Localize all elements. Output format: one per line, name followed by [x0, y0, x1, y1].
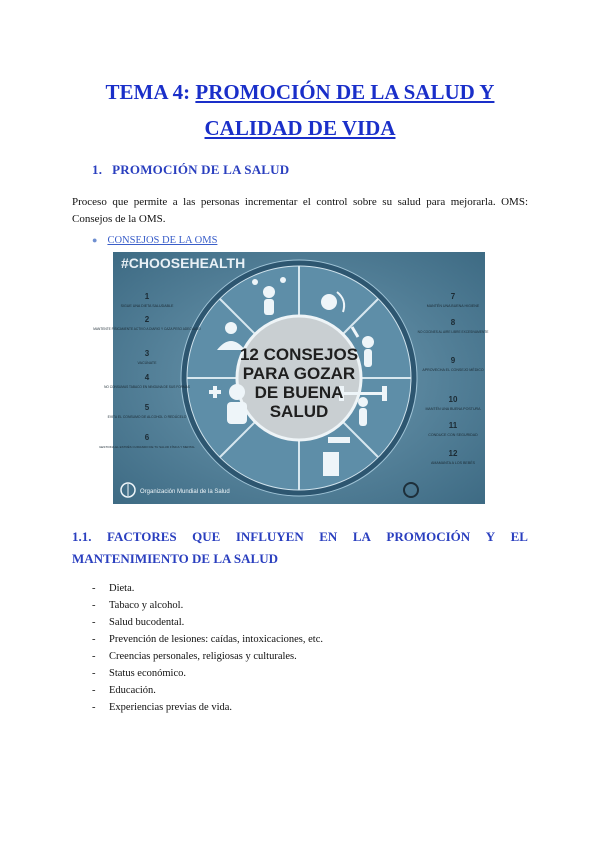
svg-text:6: 6	[144, 433, 150, 442]
svg-text:1: 1	[144, 292, 150, 301]
list-item: - Status económico.	[92, 665, 323, 682]
svg-text:8: 8	[450, 318, 456, 327]
svg-text:MANTÉN UNA BUENA POSTURA: MANTÉN UNA BUENA POSTURA	[425, 407, 481, 411]
hashtag-text: #CHOOSEHEALTH	[121, 255, 246, 271]
svg-text:11: 11	[448, 421, 458, 430]
svg-text:AMAMANTA A LOS BEBÉS: AMAMANTA A LOS BEBÉS	[430, 461, 476, 465]
section2-heading	[72, 526, 528, 570]
bullet-dot-icon: ●	[92, 235, 98, 245]
center-line-4: SALUD	[269, 402, 329, 421]
page-title	[0, 74, 600, 146]
svg-text:9: 9	[450, 356, 456, 365]
svg-text:GESTIONA EL ESTRÉS CUIDANDO DE: GESTIONA EL ESTRÉS CUIDANDO DE TU SALUD FÍSICA Y MENTAL	[99, 445, 195, 449]
svg-text:7: 7	[450, 292, 456, 301]
section1-number: 1.	[92, 162, 103, 177]
svg-text:5: 5	[144, 403, 150, 412]
svg-text:NO CONSUMAS TABACO EN NINGUNA: NO CONSUMAS TABACO EN NINGUNA DE SUS FORMAS	[104, 385, 190, 389]
svg-text:EVITA EL CONSUMO DE ALCOHOL O: EVITA EL CONSUMO DE ALCOHOL O REDÚCELO	[107, 415, 187, 419]
title-line2: CALIDAD DE VIDA	[204, 116, 396, 140]
svg-text:APROVECHA EL CONSEJO MÉDICO: APROVECHA EL CONSEJO MÉDICO	[422, 368, 484, 372]
section2-number: 1.1.	[72, 529, 92, 544]
list-item: - Salud bucodental.	[92, 614, 323, 631]
svg-text:12: 12	[448, 449, 458, 458]
list-item: - Dieta.	[92, 580, 323, 597]
list-item: - Creencias personales, religiosas y culturales.	[92, 648, 323, 665]
svg-text:10: 10	[448, 395, 458, 404]
center-line-1: 12 CONSEJOS	[239, 345, 359, 364]
who-infographic	[93, 252, 489, 504]
section1-paragraph: Proceso que permite a las personas incrementar el control sobre su salud para mejorarla. OMS: Consejos de la OMS.	[72, 196, 528, 225]
section2-heading-line1: 1.1. FACTORES QUE INFLUYEN EN LA PROMOCIÓN Y EL	[72, 526, 528, 548]
center-line-2: PARA GOZAR	[242, 364, 356, 383]
title-line1: PROMOCIÓN DE LA SALUD Y	[195, 80, 495, 104]
svg-text:MANTENTE FÍSICAMENTE ACTIVO A: MANTENTE FÍSICAMENTE ACTIVO A DIARIO Y CAZA PESO ADECUADO	[93, 327, 201, 331]
svg-text:CONDUCE CON SEGURIDAD: CONDUCE CON SEGURIDAD	[428, 433, 478, 437]
title-prefix: TEMA 4:	[105, 80, 196, 104]
list-item: - Experiencias previas de vida.	[92, 699, 323, 716]
section1-heading	[92, 162, 289, 178]
list-item: - Tabaco y alcohol.	[92, 597, 323, 614]
list-item: - Prevención de lesiones: caídas, intoxicaciones, etc.	[92, 631, 323, 648]
svg-text:4: 4	[144, 373, 150, 382]
svg-text:MANTÉN UNA BUENA HIGIENE: MANTÉN UNA BUENA HIGIENE	[426, 304, 480, 308]
svg-text:VACÚNATE: VACÚNATE	[137, 361, 157, 365]
svg-text:2: 2	[144, 315, 150, 324]
center-line-3: DE BUENA	[254, 383, 344, 402]
list-item: - Educación.	[92, 682, 323, 699]
who-advice-link[interactable]: CONSEJOS DE LA OMS	[107, 235, 218, 246]
section1-title: PROMOCIÓN DE LA SALUD	[112, 162, 290, 177]
section2-heading-line2: MANTENIMIENTO DE LA SALUD	[72, 551, 278, 566]
svg-text:NO COCINES AL AIRE LIBRE EXCES: NO COCINES AL AIRE LIBRE EXCESIVAMENTE	[417, 330, 489, 334]
who-logo-text: Organización Mundial de la Salud	[140, 489, 230, 495]
bullet-item	[92, 235, 217, 246]
factors-list	[92, 580, 323, 716]
svg-text:3: 3	[144, 349, 150, 358]
svg-text:SIGUE UNA DIETA SALUDABLE: SIGUE UNA DIETA SALUDABLE	[120, 304, 174, 308]
